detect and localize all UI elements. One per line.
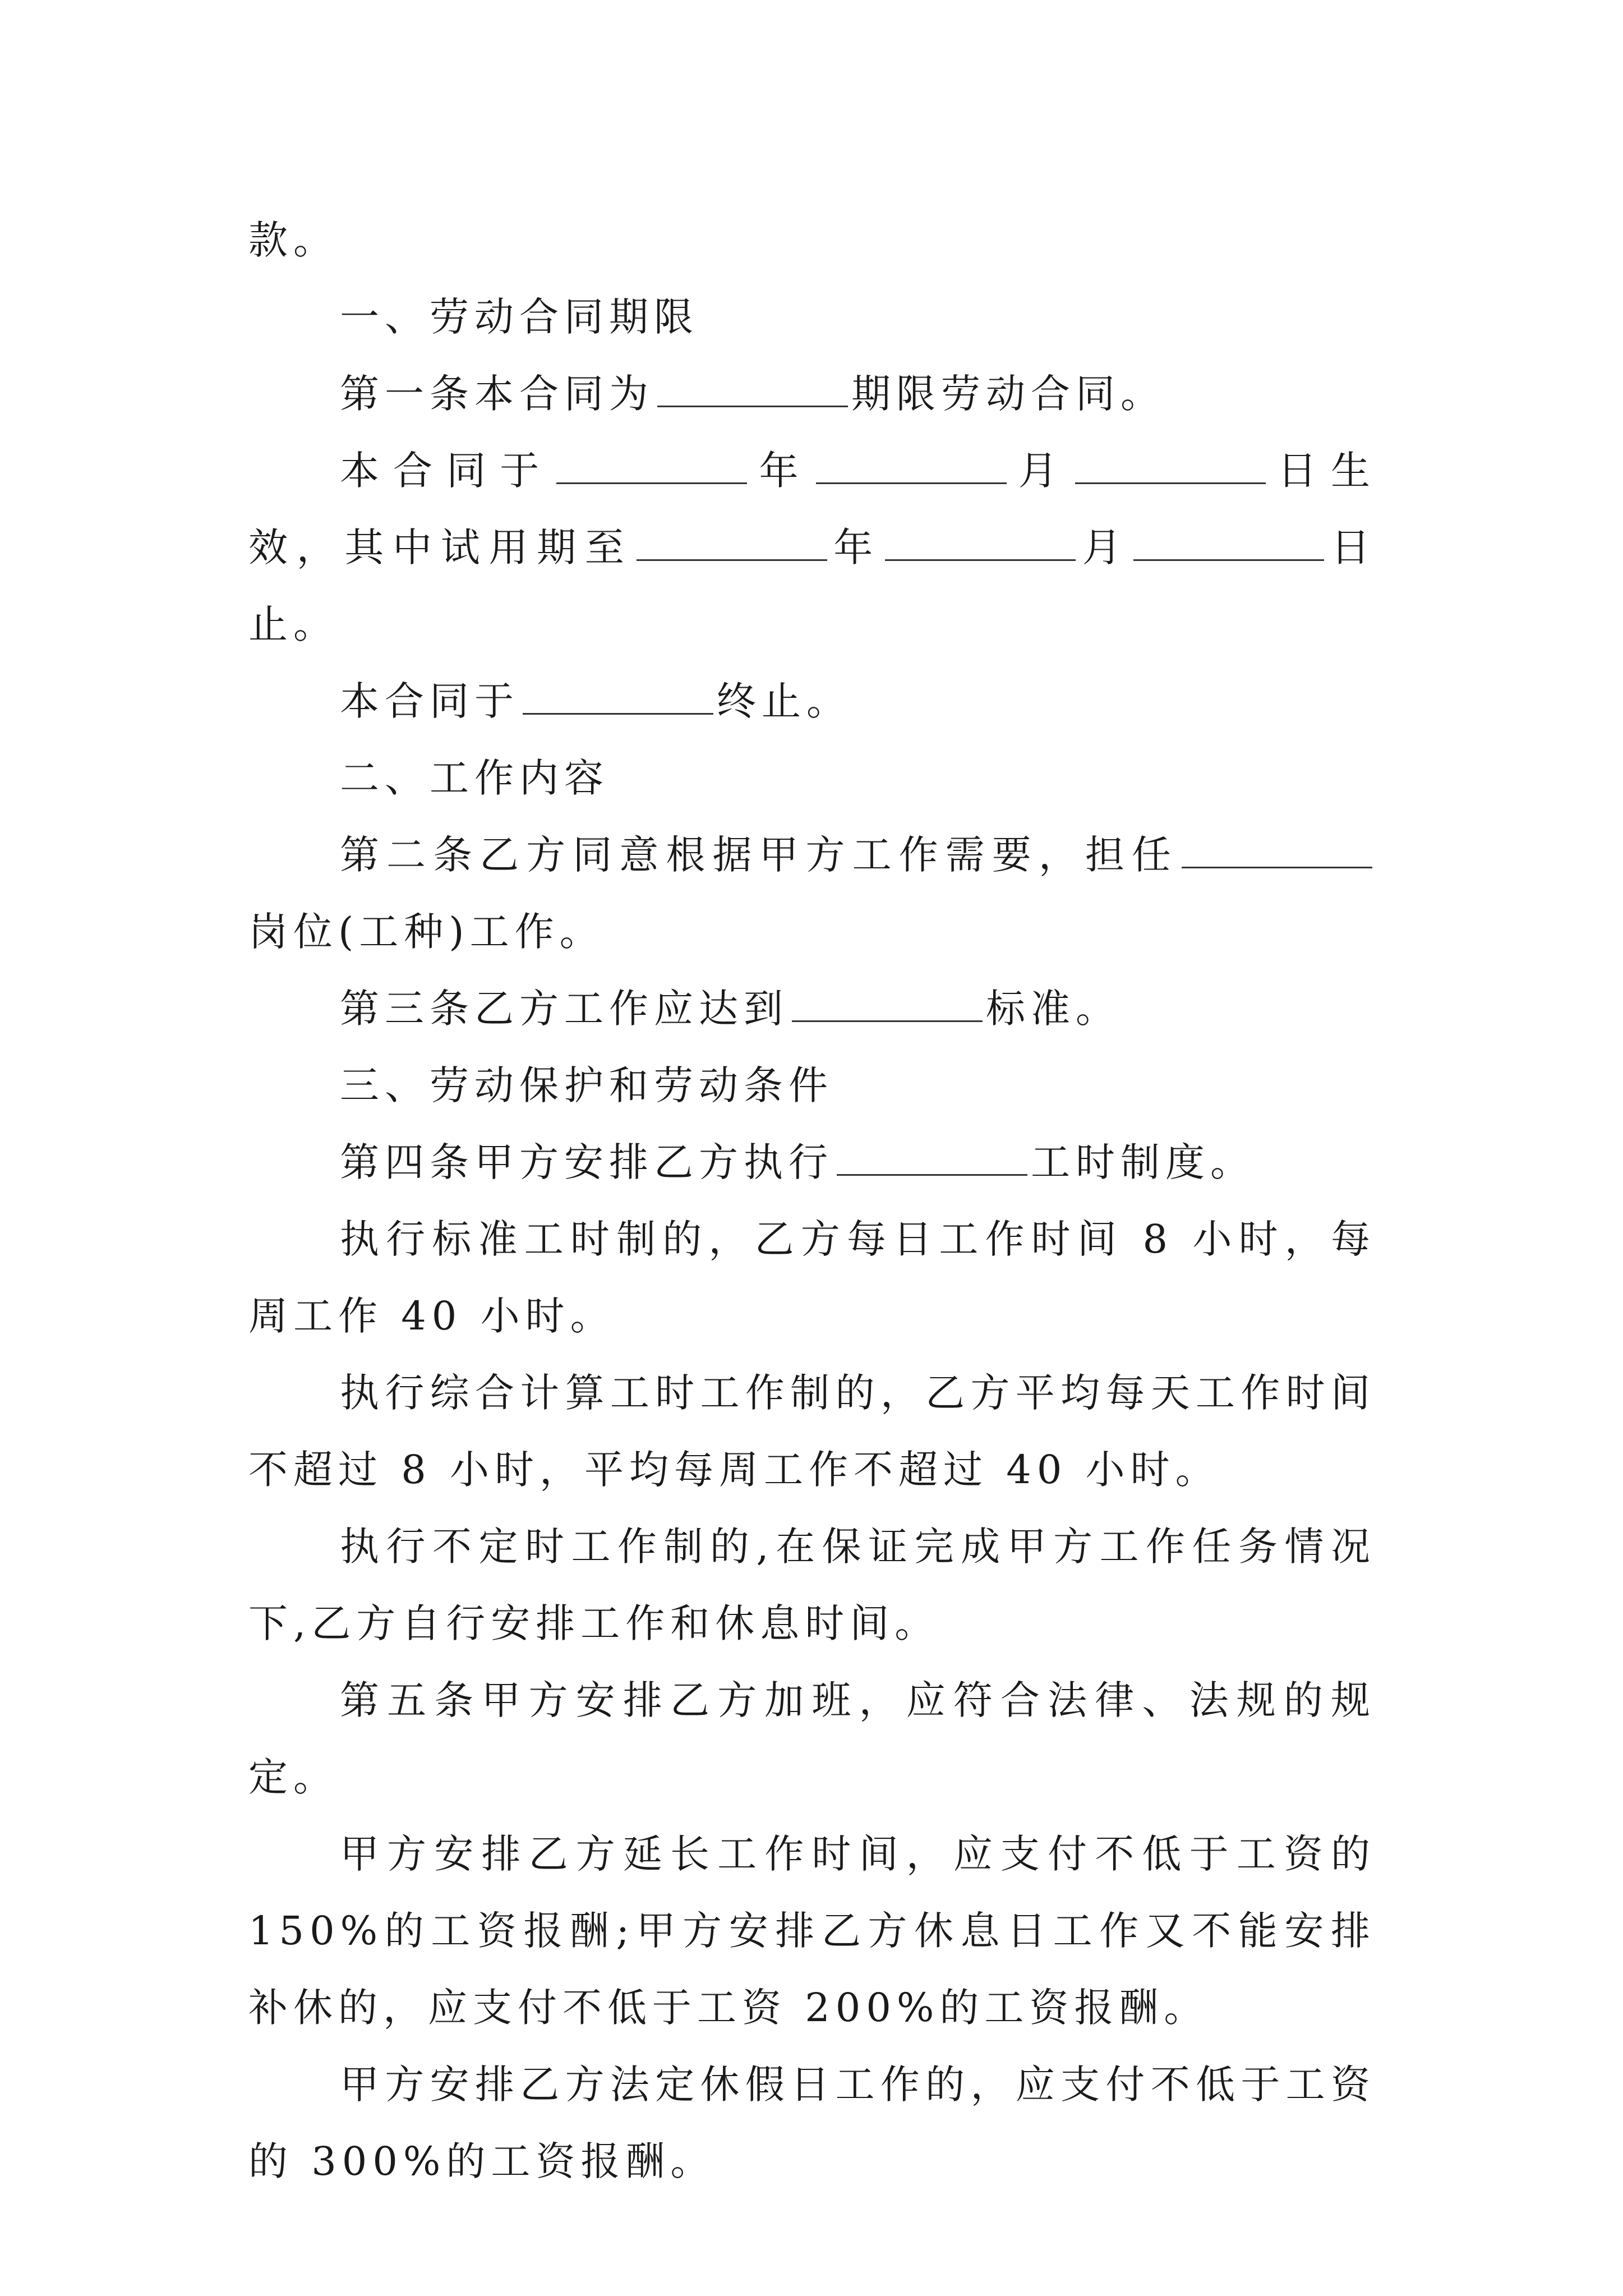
paragraph-text: 第二条乙方同意根据甲方工作需要，担任 — [340, 832, 1178, 878]
paragraph-text: 二、工作内容 — [340, 755, 609, 801]
paragraph — [248, 740, 1376, 817]
paragraph-text: 标准。 — [986, 986, 1121, 1032]
paragraph — [248, 1662, 1376, 1816]
paragraph — [248, 202, 1376, 279]
paragraph-text: 本合同于 — [340, 448, 554, 494]
paragraph-text: 终止。 — [717, 678, 851, 724]
fill-in-blank[interactable] — [556, 448, 747, 484]
paragraph-text: 日生效，其中试用期至 — [248, 448, 1376, 570]
paragraph-text: 甲方安排乙方延长工作时间，应支付不低于工资的 150%的工资报酬;甲方安排乙方休息日工作又不能安排补休的，应支付不低于工资 200%的工资报酬。 — [248, 1831, 1376, 2031]
paragraph-text: 第五条甲方安排乙方加班，应符合法律、法规的规定。 — [248, 1677, 1376, 1800]
paragraph — [248, 663, 1376, 740]
fill-in-blank[interactable] — [885, 524, 1076, 561]
paragraph-text: 本合同于 — [340, 678, 519, 724]
paragraph-text: 第三条乙方工作应达到 — [340, 986, 789, 1032]
fill-in-blank[interactable] — [637, 524, 827, 561]
fill-in-blank[interactable] — [837, 1139, 1027, 1176]
paragraph-text: 月 — [1078, 524, 1131, 570]
paragraph-text: 第四条甲方安排乙方执行 — [340, 1139, 833, 1185]
paragraph-text: 岗位(工种)工作。 — [248, 909, 605, 955]
paragraph — [248, 356, 1376, 432]
paragraph — [248, 1124, 1376, 1201]
paragraph-text: 年 — [830, 524, 882, 570]
paragraph-text: 执行综合计算工时工作制的，乙方平均每天工作时间不超过 8 小时，平均每周工作不超过 40 小时。 — [248, 1370, 1376, 1493]
paragraph-text: 款。 — [248, 217, 338, 263]
fill-in-blank[interactable] — [1182, 832, 1372, 868]
paragraph — [248, 970, 1376, 1047]
paragraph-text: 三、劳动保护和劳动条件 — [340, 1062, 833, 1108]
paragraph — [248, 1201, 1376, 1355]
paragraph-text: 执行标准工时制的，乙方每日工作时间 8 小时，每周工作 40 小时。 — [248, 1216, 1376, 1339]
paragraph-text: 日止。 — [248, 524, 1376, 647]
paragraph-text: 执行不定时工作制的,在保证完成甲方工作任务情况下,乙方自行安排工作和休息时间。 — [248, 1524, 1376, 1646]
fill-in-blank[interactable] — [1075, 448, 1266, 484]
paragraph-text: 第一条本合同为 — [340, 371, 654, 417]
fill-in-blank[interactable] — [792, 986, 983, 1022]
fill-in-blank[interactable] — [657, 371, 848, 407]
paragraph-text: 月 — [1009, 448, 1072, 494]
paragraph — [248, 1508, 1376, 1662]
paragraph — [248, 1816, 1376, 2046]
paragraph — [248, 432, 1376, 663]
paragraph-text: 期限劳动合同。 — [851, 371, 1165, 417]
paragraph — [248, 2046, 1376, 2200]
paragraph-text: 年 — [750, 448, 813, 494]
paragraph — [248, 279, 1376, 356]
fill-in-blank[interactable] — [1133, 524, 1324, 561]
paragraph — [248, 1047, 1376, 1124]
paragraph-text: 甲方安排乙方法定休假日工作的，应支付不低于工资的 300%的工资报酬。 — [248, 2062, 1376, 2184]
document-body — [248, 202, 1376, 2200]
paragraph-text: 一、劳动合同期限 — [340, 294, 699, 340]
fill-in-blank[interactable] — [523, 678, 713, 715]
paragraph-text: 工时制度。 — [1031, 1139, 1255, 1185]
paragraph — [248, 1355, 1376, 1508]
paragraph — [248, 817, 1376, 970]
fill-in-blank[interactable] — [816, 448, 1007, 484]
